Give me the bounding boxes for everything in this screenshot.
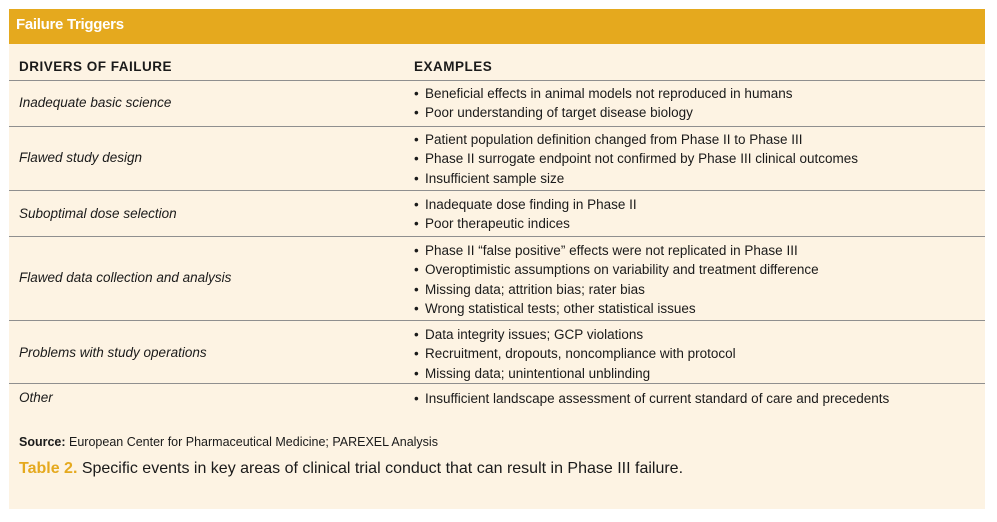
example-item: • Poor understanding of target disease biology <box>414 103 792 122</box>
examples-list <box>414 325 736 383</box>
source-text: European Center for Pharmaceutical Medicine; PAREXEL Analysis <box>65 435 438 449</box>
examples-list <box>414 130 858 188</box>
row-divider <box>9 383 985 384</box>
example-item: • Overoptimistic assumptions on variability and treatment difference <box>414 260 819 279</box>
examples-list <box>414 241 819 318</box>
driver-label: Flawed data collection and analysis <box>19 270 232 285</box>
examples-list <box>414 389 889 408</box>
example-item: • Recruitment, dropouts, noncompliance with protocol <box>414 344 736 363</box>
example-item: • Data integrity issues; GCP violations <box>414 325 736 344</box>
caption-label: Table 2. <box>19 460 78 477</box>
row-divider <box>9 190 985 191</box>
driver-label: Other <box>19 390 53 405</box>
example-item: • Phase II surrogate endpoint not confirmed by Phase III clinical outcomes <box>414 149 858 168</box>
failure-triggers-panel <box>9 9 985 509</box>
example-item: • Insufficient landscape assessment of current standard of care and precedents <box>414 389 889 408</box>
example-item: • Poor therapeutic indices <box>414 214 637 233</box>
column-header-drivers: DRIVERS OF FAILURE <box>19 59 173 74</box>
example-item: • Missing data; unintentional unblinding <box>414 364 736 383</box>
example-item: • Inadequate dose finding in Phase II <box>414 195 637 214</box>
example-item: • Beneficial effects in animal models not reproduced in humans <box>414 84 792 103</box>
source-note <box>19 435 438 449</box>
example-item: • Patient population definition changed from Phase II to Phase III <box>414 130 858 149</box>
example-item: • Phase II “false positive” effects were not replicated in Phase III <box>414 241 819 260</box>
header-bar <box>9 9 985 44</box>
column-header-examples: EXAMPLES <box>414 59 493 74</box>
driver-label: Inadequate basic science <box>19 95 172 110</box>
driver-label: Flawed study design <box>19 150 143 165</box>
row-divider <box>9 236 985 237</box>
example-item: • Insufficient sample size <box>414 169 858 188</box>
driver-label: Problems with study operations <box>19 345 207 360</box>
row-divider <box>9 320 985 321</box>
header-divider <box>9 80 985 81</box>
example-item: • Wrong statistical tests; other statistical issues <box>414 299 819 318</box>
examples-list <box>414 195 637 234</box>
table-title: Failure Triggers <box>16 16 124 33</box>
driver-label: Suboptimal dose selection <box>19 206 177 221</box>
examples-list <box>414 84 792 123</box>
caption-text: Specific events in key areas of clinical trial conduct that can result in Phase III failure. <box>77 460 684 477</box>
source-label: Source: <box>19 435 66 449</box>
row-divider <box>9 126 985 127</box>
example-item: • Missing data; attrition bias; rater bias <box>414 280 819 299</box>
table-caption <box>19 460 683 478</box>
